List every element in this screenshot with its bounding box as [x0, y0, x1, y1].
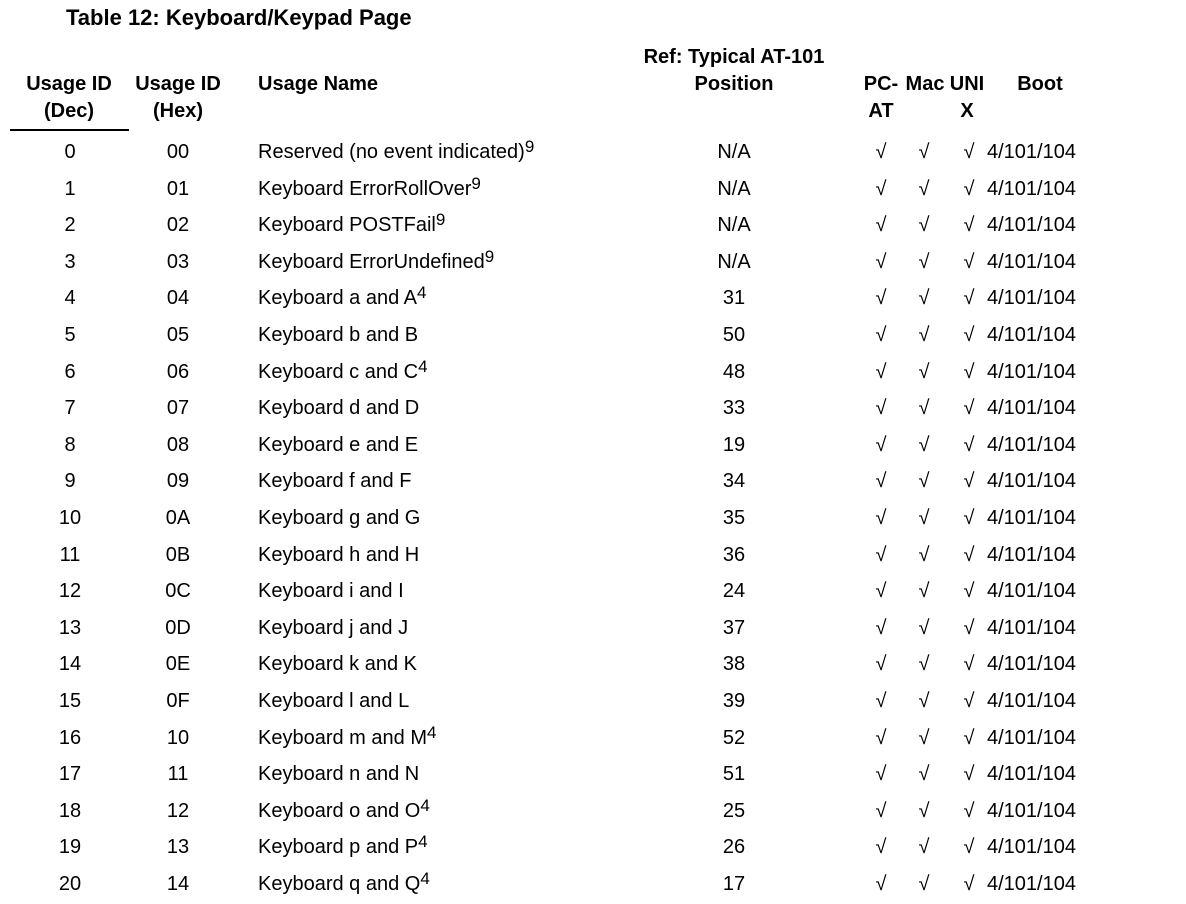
mac-check: √: [918, 287, 930, 309]
usage-name: [258, 649, 417, 679]
usage-name-text: Keyboard c and C: [258, 361, 419, 383]
at101-position: N/A: [717, 141, 751, 163]
table-row: [0, 174, 1186, 204]
mac-check: √: [918, 727, 930, 749]
boot-value: 4/101/104: [987, 397, 1076, 419]
boot-value: 4/101/104: [987, 470, 1076, 492]
usage-name: [258, 723, 436, 753]
table-row: [0, 210, 1186, 240]
mac-check: √: [918, 141, 930, 163]
at101-position: 31: [722, 287, 746, 309]
table-row: [0, 686, 1186, 716]
usage-name-text: Keyboard e and E: [258, 434, 419, 456]
usage-id-dec: 7: [64, 397, 76, 419]
usage-name: [258, 466, 411, 496]
pc-at-check: √: [875, 287, 887, 309]
usage-id-dec: 13: [58, 617, 82, 639]
unix-check: √: [963, 178, 975, 200]
usage-id-dec: 6: [64, 361, 76, 383]
at101-position: 25: [722, 800, 746, 822]
boot-value: 4/101/104: [987, 727, 1076, 749]
table-row: [0, 503, 1186, 533]
at101-position: 39: [722, 690, 746, 712]
mac-check: √: [918, 800, 930, 822]
table-title: Table 12: Keyboard/Keypad Page: [66, 5, 412, 30]
footnote-marker: 4: [420, 869, 430, 888]
footnote-marker: 4: [426, 723, 437, 742]
usage-id-dec: 8: [64, 434, 76, 456]
usage-id-dec: 10: [58, 507, 82, 529]
usage-id-hex: 0B: [165, 544, 191, 566]
unix-check: √: [963, 324, 975, 346]
footnote-marker: 4: [420, 796, 430, 815]
pc-at-check: √: [875, 470, 887, 492]
usage-id-hex: 13: [166, 836, 190, 858]
pc-at-check: √: [875, 324, 887, 346]
usage-id-dec: 3: [64, 251, 76, 273]
pc-at-check: √: [875, 653, 887, 675]
unix-check: √: [963, 214, 975, 236]
boot-value: 4/101/104: [987, 251, 1076, 273]
footnote-marker: 4: [417, 283, 427, 302]
pc-at-check: √: [875, 763, 887, 785]
at101-position: 51: [722, 763, 746, 785]
unix-check: √: [963, 434, 975, 456]
pc-at-check: √: [875, 141, 887, 163]
usage-name-text: Keyboard h and H: [258, 544, 420, 566]
usage-id-dec: 15: [58, 690, 82, 712]
at101-position: 24: [722, 580, 746, 602]
unix-check: √: [963, 287, 975, 309]
pc-at-check: √: [875, 836, 887, 858]
usage-id-hex: 01: [166, 178, 190, 200]
usage-name-text: Keyboard a and A: [258, 287, 418, 309]
usage-id-dec: 19: [58, 836, 82, 858]
at101-position: 52: [722, 727, 746, 749]
at101-position: 38: [722, 653, 746, 675]
header-usage-id-dec: Usage ID (Dec): [26, 73, 112, 122]
mac-check: √: [918, 214, 930, 236]
usage-id-hex: 09: [166, 470, 190, 492]
table-row: [0, 283, 1186, 313]
mac-check: √: [918, 361, 930, 383]
usage-name: [258, 759, 419, 789]
unix-check: √: [963, 470, 975, 492]
mac-check: √: [918, 836, 930, 858]
unix-check: √: [963, 727, 975, 749]
usage-id-hex: 0C: [165, 580, 191, 602]
pc-at-check: √: [875, 251, 887, 273]
mac-check: √: [918, 763, 930, 785]
unix-check: √: [963, 617, 975, 639]
at101-position: 34: [722, 470, 746, 492]
pc-at-check: √: [875, 800, 887, 822]
header-pc-at: PC- AT: [863, 73, 899, 122]
boot-value: 4/101/104: [987, 763, 1076, 785]
usage-id-dec: 2: [64, 214, 76, 236]
table-row: [0, 649, 1186, 679]
table-row: [0, 247, 1186, 277]
usage-id-dec: 16: [58, 727, 82, 749]
usage-name: [258, 576, 404, 606]
pc-at-check: √: [875, 361, 887, 383]
unix-check: √: [963, 580, 975, 602]
footnote-marker: 9: [435, 210, 446, 229]
mac-check: √: [918, 251, 930, 273]
pc-at-check: √: [875, 727, 887, 749]
header-mac: Mac: [905, 73, 945, 95]
pc-at-check: √: [875, 397, 887, 419]
mac-check: √: [918, 580, 930, 602]
usage-id-dec: 9: [64, 470, 76, 492]
unix-check: √: [963, 873, 975, 895]
at101-position: 33: [722, 397, 746, 419]
table-row: [0, 869, 1186, 899]
mac-check: √: [918, 873, 930, 895]
usage-id-dec: 20: [58, 873, 82, 895]
usage-name-text: Keyboard f and F: [258, 470, 412, 492]
unix-check: √: [963, 544, 975, 566]
pc-at-check: √: [875, 690, 887, 712]
usage-id-dec: 11: [59, 544, 81, 566]
mac-check: √: [918, 617, 930, 639]
footnote-marker: 4: [418, 357, 428, 376]
pc-at-check: √: [875, 873, 887, 895]
table-row: [0, 796, 1186, 826]
usage-name: [258, 686, 409, 716]
usage-id-dec: 1: [64, 178, 76, 200]
boot-value: 4/101/104: [987, 324, 1076, 346]
at101-position: 37: [722, 617, 746, 639]
footnote-marker: 9: [524, 137, 535, 156]
usage-id-dec: 18: [58, 800, 82, 822]
usage-name-text: Keyboard ErrorUndefined: [258, 251, 485, 273]
table-row: [0, 613, 1186, 643]
header-boot: Boot: [1017, 73, 1063, 95]
header-usage-name: Usage Name: [258, 73, 379, 95]
table-row: [0, 137, 1186, 167]
table-row: [0, 832, 1186, 862]
usage-name-text: Keyboard n and N: [258, 763, 420, 785]
usage-name-text: Reserved (no event indicated): [258, 141, 525, 163]
table-row: [0, 393, 1186, 423]
at101-position: 19: [722, 434, 746, 456]
usage-id-hex: 08: [166, 434, 190, 456]
usage-name: [258, 540, 419, 570]
table-row: [0, 430, 1186, 460]
boot-value: 4/101/104: [987, 873, 1076, 895]
usage-name: [258, 796, 430, 826]
usage-name: [258, 613, 408, 643]
table-row: [0, 723, 1186, 753]
boot-value: 4/101/104: [987, 653, 1076, 675]
usage-id-hex: 0D: [165, 617, 191, 639]
pc-at-check: √: [875, 544, 887, 566]
usage-name: [258, 357, 428, 387]
unix-check: √: [963, 397, 975, 419]
boot-value: 4/101/104: [987, 836, 1076, 858]
mac-check: √: [918, 470, 930, 492]
at101-position: N/A: [717, 178, 751, 200]
boot-value: 4/101/104: [987, 361, 1076, 383]
boot-value: 4/101/104: [987, 580, 1076, 602]
usage-id-hex: 10: [166, 727, 190, 749]
usage-id-hex: 07: [166, 397, 190, 419]
usage-id-hex: 11: [167, 763, 189, 785]
usage-name: [258, 430, 418, 460]
usage-id-hex: 0E: [165, 653, 191, 675]
usage-id-hex: 06: [166, 361, 190, 383]
unix-check: √: [963, 251, 975, 273]
usage-id-dec: 12: [58, 580, 82, 602]
boot-value: 4/101/104: [987, 507, 1076, 529]
at101-position: 26: [722, 836, 746, 858]
usage-id-hex: 02: [166, 214, 190, 236]
usage-name: [258, 869, 430, 899]
pc-at-check: √: [875, 617, 887, 639]
footnote-marker: 9: [471, 174, 481, 193]
usage-name-text: Keyboard d and D: [258, 397, 420, 419]
usage-id-hex: 14: [166, 873, 190, 895]
at101-position: 48: [722, 361, 746, 383]
usage-name: [258, 393, 419, 423]
boot-value: 4/101/104: [987, 178, 1076, 200]
usage-name-text: Keyboard k and K: [258, 653, 417, 675]
usage-id-dec: 0: [64, 141, 76, 163]
unix-check: √: [963, 690, 975, 712]
mac-check: √: [918, 397, 930, 419]
usage-name-text: Keyboard ErrorRollOver: [258, 178, 472, 200]
usage-name: [258, 832, 428, 862]
pc-at-check: √: [875, 507, 887, 529]
usage-id-hex: 0F: [166, 690, 190, 712]
table-row: [0, 759, 1186, 789]
usage-name: [258, 137, 534, 167]
unix-check: √: [963, 361, 975, 383]
usage-name: [258, 283, 426, 313]
usage-id-dec: 17: [58, 763, 82, 785]
boot-value: 4/101/104: [987, 434, 1076, 456]
table-row: [0, 357, 1186, 387]
mac-check: √: [918, 324, 930, 346]
at101-position: N/A: [717, 214, 751, 236]
boot-value: 4/101/104: [987, 690, 1076, 712]
usage-name: [258, 210, 445, 240]
pc-at-check: √: [875, 214, 887, 236]
boot-value: 4/101/104: [987, 287, 1076, 309]
usage-id-dec: 14: [58, 653, 82, 675]
usage-id-dec: 4: [64, 287, 76, 309]
at101-position: 36: [722, 544, 746, 566]
footnote-marker: 9: [484, 247, 495, 266]
mac-check: √: [918, 544, 930, 566]
usage-name: [258, 503, 420, 533]
mac-check: √: [918, 653, 930, 675]
usage-name: [258, 174, 481, 204]
pc-at-check: √: [875, 434, 887, 456]
usage-name-text: Keyboard g and G: [258, 507, 421, 529]
boot-value: 4/101/104: [987, 800, 1076, 822]
table-row: [0, 576, 1186, 606]
boot-value: 4/101/104: [987, 214, 1076, 236]
unix-check: √: [963, 836, 975, 858]
usage-id-hex: 04: [166, 287, 190, 309]
usage-name-text: Keyboard j and J: [258, 617, 409, 639]
usage-name: [258, 247, 494, 277]
header-unix: UNI X: [949, 73, 985, 122]
usage-name-text: Keyboard p and P: [258, 836, 419, 858]
unix-check: √: [963, 141, 975, 163]
usage-name-text: Keyboard i and I: [258, 580, 404, 602]
unix-check: √: [963, 763, 975, 785]
header-usage-id-hex: Usage ID (Hex): [135, 73, 221, 122]
usage-name-text: Keyboard POSTFail: [258, 214, 436, 236]
usage-id-hex: 05: [166, 324, 190, 346]
header-ref-position: Ref: Typical AT-101 Position: [643, 46, 825, 95]
table-row: [0, 320, 1186, 350]
mac-check: √: [918, 690, 930, 712]
usage-id-hex: 03: [166, 251, 190, 273]
at101-position: N/A: [717, 251, 751, 273]
usage-name-text: Keyboard q and Q: [258, 873, 421, 895]
mac-check: √: [918, 178, 930, 200]
usage-name: [258, 320, 418, 350]
at101-position: 50: [722, 324, 746, 346]
usage-id-hex: 0A: [165, 507, 191, 529]
usage-id-hex: 00: [166, 141, 190, 163]
usage-id-hex: 12: [166, 800, 190, 822]
table-row: [0, 466, 1186, 496]
usage-name-text: Keyboard b and B: [258, 324, 419, 346]
usage-name-text: Keyboard m and M: [258, 727, 427, 749]
boot-value: 4/101/104: [987, 544, 1076, 566]
pc-at-check: √: [875, 178, 887, 200]
unix-check: √: [963, 653, 975, 675]
at101-position: 35: [722, 507, 746, 529]
usage-name-text: Keyboard l and L: [258, 690, 410, 712]
mac-check: √: [918, 507, 930, 529]
mac-check: √: [918, 434, 930, 456]
pc-at-check: √: [875, 580, 887, 602]
boot-value: 4/101/104: [987, 141, 1076, 163]
boot-value: 4/101/104: [987, 617, 1076, 639]
usage-id-dec: 5: [64, 324, 76, 346]
unix-check: √: [963, 800, 975, 822]
table-row: [0, 540, 1186, 570]
usage-name-text: Keyboard o and O: [258, 800, 421, 822]
unix-check: √: [963, 507, 975, 529]
at101-position: 17: [722, 873, 746, 895]
footnote-marker: 4: [418, 832, 428, 851]
